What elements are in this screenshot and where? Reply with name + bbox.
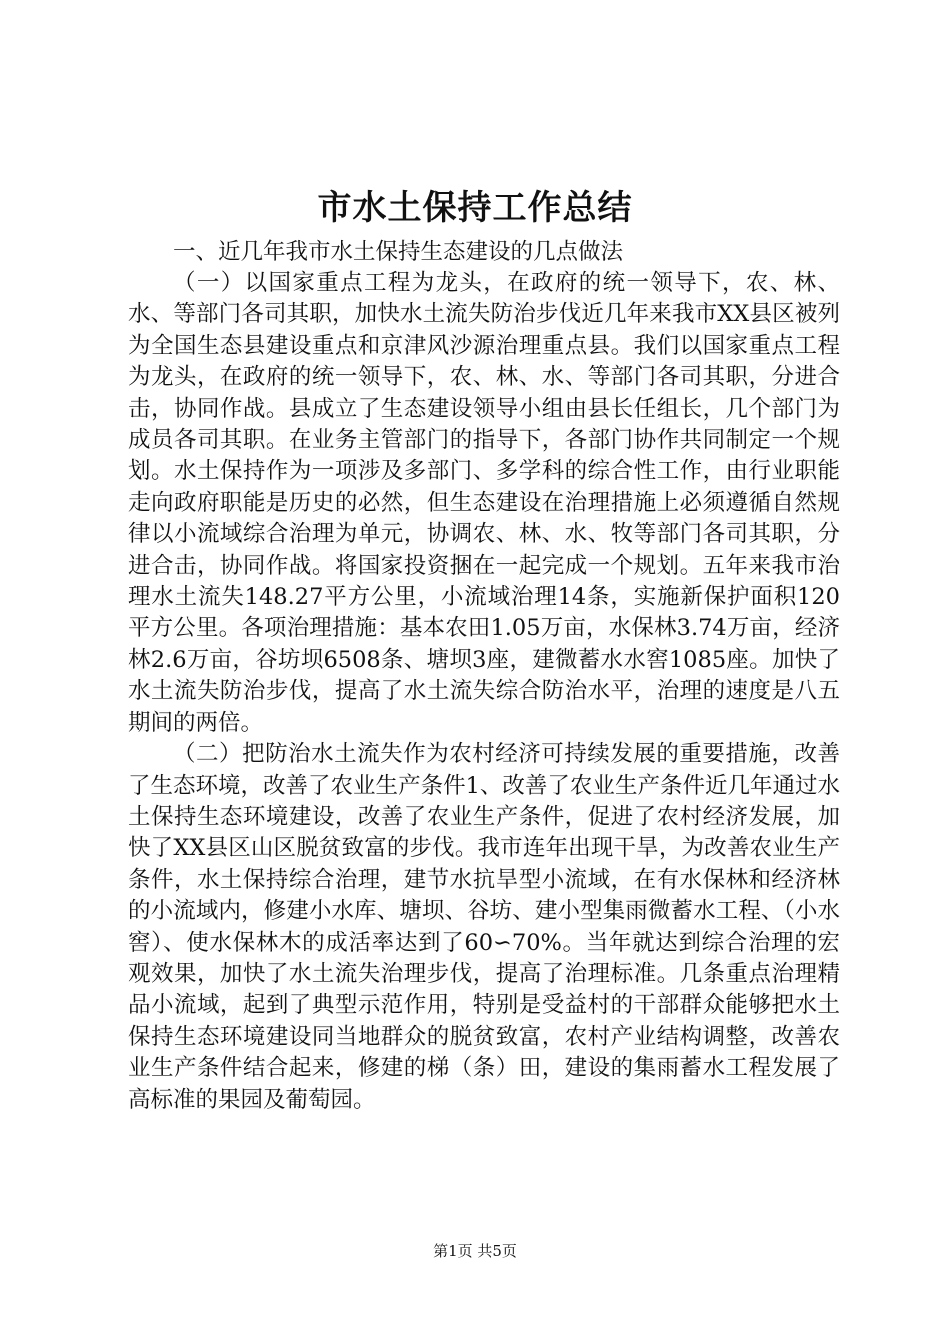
paragraph-2: （二）把防治水土流失作为农村经济可持续发展的重要措施，改善了生态环境，改善了农业生产条件1、改善了农业生产条件近几年通过水土保持生态环境建设，改善了农业生产条件，促进了农村经济发展，加快了XX县区山区脱贫致富的步伐。我市连年出现干旱，为改善农业生产条件，水土保持综合治理，建节水抗旱型小流域，在有水保林和经济林的小流域内，修建小水库、塘坝、谷坊、建小型集雨微蓄水工程、（小水窖）、使水保林木的成活率达到了60∽70%。当年就达到综合治理的宏观效果，加快了水土流失治理步伐，提高了治理标准。几条重点治理精品小流域，起到了典型示范作用，特别是受益村的干部群众能够把水土保持生态环境建设同当地群众的脱贫致富，农村产业结构调整，改善农业生产条件结合起来，修建的梯（条）田，建设的集雨蓄水工程发展了高标准的果园及葡萄园。 [128, 741, 840, 1113]
section-heading: 一、近几年我市水土保持生态建设的几点做法 [173, 239, 624, 265]
paragraph-1: （一）以国家重点工程为龙头，在政府的统一领导下，农、林、水、等部门各司其职，加快水土流失防治步伐近几年来我市XX县区被列为全国生态县建设重点和京津风沙源治理重点县。我们以国家重点工程为龙头，在政府的统一领导下，农、林、水、等部门各司其职，分进合击，协同作战。县成立了生态建设领导小组由县长任组长，几个部门为成员各司其职。在业务主管部门的指导下，各部门协作共同制定一个规划。水土保持作为一项涉及多部门、多学科的综合性工作，由行业职能走向政府职能是历史的必然，但生态建设在治理措施上必须遵循自然规律以小流域综合治理为单元，协调农、林、水、牧等部门各司其职，分进合击，协同作战。将国家投资捆在一起完成一个规划。五年来我市治理水土流失148.27平方公里，小流域治理14条，实施新保护面积120平方公里。各项治理措施：基本农田1.05万亩，水保林3.74万亩，经济林2.6万亩，谷坊坝6508条、塘坝3座，建微蓄水水窖1085座。加快了水土流失防治步伐，提高了水土流失综合防治水平，治理的速度是八五期间的两倍。 [128, 270, 840, 736]
page-number-footer: 第1页 共5页 [433, 1242, 517, 1260]
document-title: 市水土保持工作总结 [317, 188, 633, 228]
document-body [128, 236, 840, 1116]
